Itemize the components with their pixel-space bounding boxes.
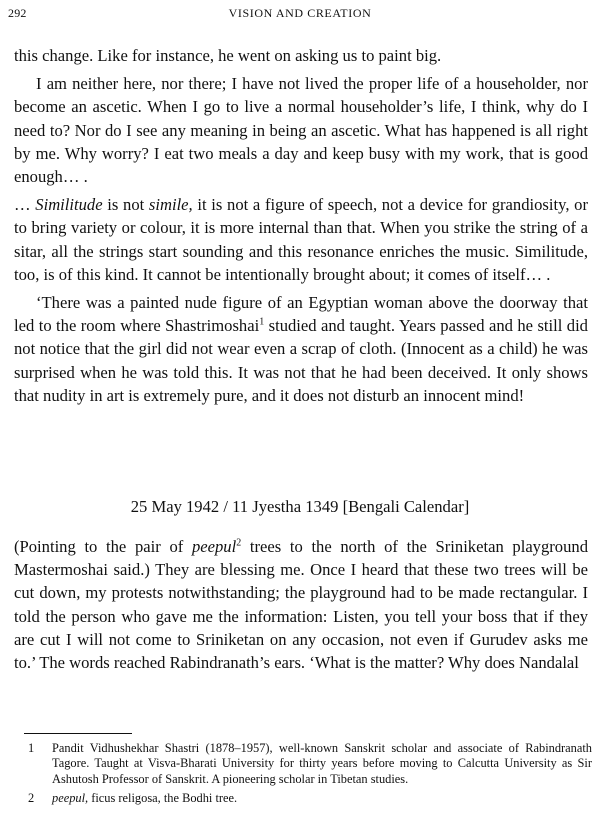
- page-number: 292: [8, 6, 27, 20]
- paragraph: I am neither here, nor there; I have not lived the proper life of a householder, nor become an ascetic. When I go to live a normal householder’s life, I think, why do I need to? Nor do I see any meaning in being an ascetic. What has happened is all right by me. Why worry? I eat two meals a day and keep busy with my work, that is good enough… .: [14, 74, 588, 187]
- footnote-ref: 2: [236, 537, 242, 549]
- italic-term: Similitude: [35, 195, 103, 215]
- text-run: studied and taught. Years passed and he still did not notice that the girl did not wear even a scrap of cloth. (Innocent as a child) he was surprised when he was told this. It was not that he had been deceived. It only shows that nudity in art is extremely pure, and it does not disturb an innocent mind!: [14, 316, 588, 405]
- italic-term: simile,: [148, 195, 193, 215]
- footnote-rule: [24, 733, 132, 734]
- footnote-text: Pandit Vidhushekhar Shastri (1878–1957), well-known Sanskrit scholar and associate of Rabindranath Tagore. Taught at Visva-Bharati University for thirty years before moving to Calcutta University as Sir Ashutosh Professor of Sanskrit. A pioneering scholar in Tibetan studies.: [52, 741, 592, 786]
- body-text-continued: [14, 535, 588, 679]
- italic-term: peepul,: [52, 791, 89, 806]
- running-title: VISION AND CREATION: [228, 6, 372, 20]
- italic-term: peepul: [191, 537, 237, 556]
- paragraph: [14, 193, 588, 286]
- footnote: [20, 791, 592, 806]
- text-run: is not: [102, 195, 149, 215]
- paragraph: this change. Like for instance, he went on asking us to paint big.: [14, 46, 442, 65]
- running-head: [8, 6, 592, 22]
- text-run: (Pointing to the pair of: [14, 537, 192, 556]
- footnote-ref: 1: [259, 316, 265, 328]
- text-run: trees to the north of the Sriniketan playground Mastermoshai said.) They are blessing me. Once I heard that these two trees will be cut down, my protests notwithstanding; the playground had to be made rectangular. I told the person who gave me the information: Listen, you tell your boss that if they are cut I will not come to Sriniketan on any occasion, not even if Gurudev asks me to.’ The words reached Rabindranath’s ears. ‘What is the matter? Why does Nandalal: [14, 537, 588, 673]
- text-run: it is not a figure of speech, not a device for grandiosity, or to bring variety or colour, it is more internal than that. When you strike the string of a sitar, all the strings start sounding and this resonance enriches the music. Similitude, too, is of this kind. It cannot be intentionally brought about; it comes of itself… .: [14, 195, 588, 284]
- date-heading: 25 May 1942 / 11 Jyestha 1349 [Bengali Calendar]: [130, 497, 470, 516]
- footnote-text: ficus religosa, the Bodhi tree.: [88, 791, 238, 806]
- paragraph: [14, 291, 588, 407]
- footnote: [20, 741, 592, 787]
- body-text: [14, 44, 588, 412]
- text-run: ‘There was a painted nude figure of an Egyptian woman above the doorway that led to the room where Shastrimoshai: [14, 293, 588, 336]
- footnote-number: 1: [28, 741, 35, 755]
- footnotes: [20, 741, 592, 811]
- footnote-number: 2: [28, 791, 35, 806]
- text-run: …: [14, 195, 36, 215]
- paragraph: [14, 535, 588, 674]
